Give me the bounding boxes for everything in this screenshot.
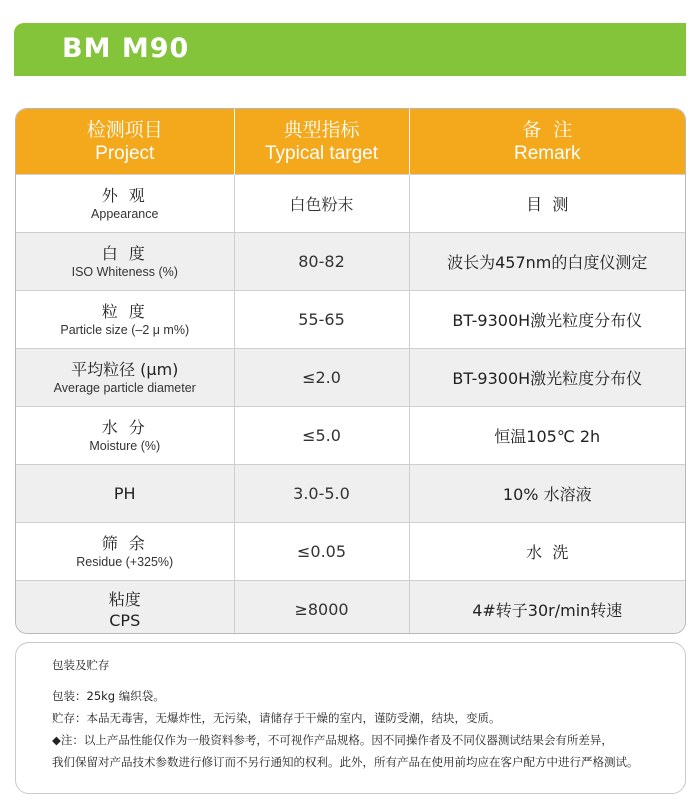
notes-line-storage: 贮存：本品无毒害，无爆炸性，无污染，请储存于干燥的室内，谨防受潮，结块，变质。 — [52, 711, 501, 725]
table-row — [16, 349, 685, 407]
remark-cell: BT-9300H激光粒度分布仪 — [409, 349, 685, 407]
project-cell: PH — [16, 465, 234, 523]
notes-line-disclaimer-cont: 我们保留对产品技术参数进行修订而不另行通知的权利。此外，所有产品在使用前均应在客户配方中进行严格测试。 — [52, 755, 639, 769]
packaging-storage-notes — [15, 642, 686, 794]
column-header-typical-target: 典型指标 Typical target — [234, 109, 409, 175]
project-cell: 粒 度 Particle size (–2 μ m%) — [16, 291, 234, 349]
notes-line-packaging: 包装：25kg 编织袋。 — [52, 689, 165, 703]
value-cell: 55-65 — [234, 291, 409, 349]
project-cell: 粘度 CPS — [16, 581, 234, 635]
table-row — [16, 523, 685, 581]
project-cell: 外 观 Appearance — [16, 175, 234, 233]
table-row — [16, 175, 685, 233]
spec-table — [15, 108, 686, 634]
table-header-row — [16, 109, 685, 175]
project-cell: 筛 余 Residue (+325%) — [16, 523, 234, 581]
value-cell: ≤5.0 — [234, 407, 409, 465]
value-cell: 白色粉末 — [234, 175, 409, 233]
table-row — [16, 465, 685, 523]
notes-title: 包装及贮存 — [52, 658, 110, 672]
value-cell: 80-82 — [234, 233, 409, 291]
remark-cell: 4#转子30r/min转速 — [409, 581, 685, 635]
column-header-remark: 备 注 Remark — [409, 109, 685, 175]
column-header-project: 检测项目 Project — [16, 109, 234, 175]
product-title: BM M90 — [62, 33, 190, 64]
table-row — [16, 407, 685, 465]
project-cell: 白 度 ISO Whiteness (%) — [16, 233, 234, 291]
header-bar — [14, 23, 686, 76]
project-cell: 平均粒径 (μm) Average particle diameter — [16, 349, 234, 407]
value-cell: ≤0.05 — [234, 523, 409, 581]
remark-cell: 恒温105℃ 2h — [409, 407, 685, 465]
table-row — [16, 233, 685, 291]
value-cell: ≤2.0 — [234, 349, 409, 407]
value-cell: ≥8000 — [234, 581, 409, 635]
remark-cell: 波长为457nm的白度仪测定 — [409, 233, 685, 291]
remark-cell: 10% 水溶液 — [409, 465, 685, 523]
value-cell: 3.0-5.0 — [234, 465, 409, 523]
notes-line-disclaimer: ◆注：以上产品性能仅作为一般资料参考，不可视作产品规格。因不同操作者及不同仪器测试结果会有所差异， — [52, 733, 613, 747]
table-row — [16, 581, 685, 635]
table-row — [16, 291, 685, 349]
project-cell: 水 分 Moisture (%) — [16, 407, 234, 465]
remark-cell: 水 洗 — [409, 523, 685, 581]
remark-cell: BT-9300H激光粒度分布仪 — [409, 291, 685, 349]
remark-cell: 目 测 — [409, 175, 685, 233]
